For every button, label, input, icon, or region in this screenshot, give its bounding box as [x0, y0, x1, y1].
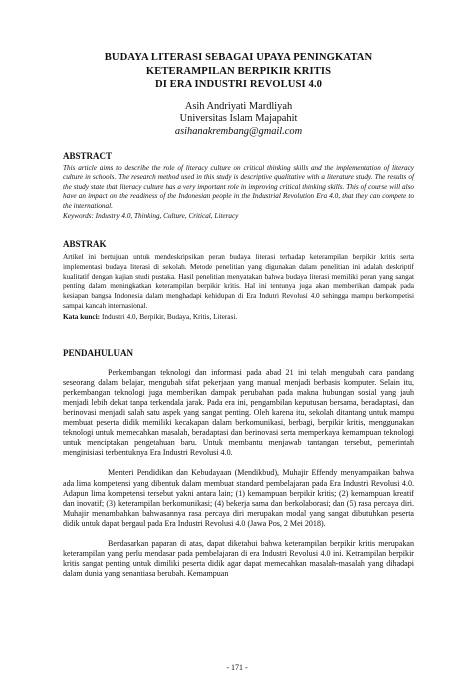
kata-kunci — [63, 312, 414, 322]
kata-kunci-label: Kata kunci: — [63, 312, 101, 322]
pendahuluan-heading: PENDAHULUAN — [63, 348, 134, 359]
title-line: KETERAMPILAN BERPIKIR KRITIS — [145, 65, 332, 77]
body-paragraph: Berdasarkan paparan di atas, dapat diketahui bahwa keterampilan berpikir kritis merupakan keterampilan yang perlu mendasar pada pembelajaran di era Industri Revolusi 4.0 ini. Ketrampilan berpikir kritis sangat penting untuk dimiliki peserta didik agar dapat memecahkan masalah-masalah yang dihadapi dalam dunia yang senantiasa berubah. Kemampuan — [63, 538, 414, 578]
abstract-text — [63, 164, 414, 222]
abstrak-text: Artikel ini bertujuan untuk mendeskripsikan peran budaya literasi terhadap keterampilan berpikir kritis serta implementasi budaya literasi di sekolah. Metode penelitian yang digunakan dalam penelitian ini adalah deskriptif kualitatif dengan kajian studi pustaka. Hasil penelitian menyatakan bahwa budaya literasi memiliki peran yang sangat penting dalam meningkatkan keterampilan berpikir kritis. Hal ini tentunya juga akan memberikan dampak pada kesiapan bangsa Indonesia dalam menghadapi kehidupan di Era Indutri Revolusi 4.0 sehingga mampu berkompetisi sampai kancah internasional. — [63, 252, 414, 310]
author-affiliation: Universitas Islam Majapahit — [179, 113, 298, 125]
body-paragraph: Perkembangan teknologi dan informasi pada abad 21 ini telah mengubah cara pandang seseorang dalam belajar, mengubah sifat pekerjaan yang manual menjadi berbasis komputer. Selain itu, perkembangan teknologi juga memberikan dampak perubahan pada makna hubungan sosial yang jauh menjadi lebih dekat tanpa terkendala jarak. Pada era ini, pengambilan keputusan bersama, beradaptasi, dan berinovasi menjadi salah satu aspek yang sangat penting. Oleh karena itu, sekolah ditantang untuk mampu membuat peserta didik memiliki kecakapan dalam berkomunikasi, berbagi, berpikir kritis, menggunakan teknologi untuk memecahkan masalah, beradaptasi dan berinovasi serta memperkaya kemampuan teknologi untuk menciptakan pengetahuan baru. Untuk membantu menjawab tantangan tersebut, pemerintah menginisiasi terbentuknya Era Industri Revolusi 4.0. — [63, 368, 414, 458]
title-line: BUDAYA LITERASI SEBAGAI UPAYA PENINGKATAN — [104, 52, 373, 63]
title-line: DI ERA INDUSTRI REVOLUSI 4.0 — [154, 79, 323, 91]
paper-page — [0, 51, 474, 683]
abstract-body: This article aims to describe the role of literacy culture on critical thinking skills and the implementation of literacy culture in schools. The research method used in this study is descriptive qualitative with a literature study. The results of the study state that literacy culture has a very important role in improving critical thinking skills. This of course will also have an impact on the readiness of the Indonesian people in the Industrial Revolution Era 4.0, that they can compete to the international. — [63, 163, 414, 210]
abstract-heading: ABSTRACT — [63, 150, 113, 161]
page-number: - 171 - — [226, 663, 248, 672]
author-email: asihanakrembang@gmail.com — [174, 125, 303, 137]
abstract-keywords: Keywords: Industry 4.0, Thinking, Culture, Critical, Literacy — [63, 211, 239, 220]
kata-kunci-text: Industri 4.0, Berpikir, Budaya, Kritis, Literasi. — [101, 312, 238, 322]
body-paragraph: Menteri Pendidikan dan Kebudayaan (Mendikbud), Muhajir Effendy menyampaikan bahwa ada lima kompetensi yang dibentuk dalam membuat standard pembelajaran pada Era Industri Revolusi 4.0. Adapun lima kompetensi tersebut yakni antara lain; (1) kemampuan berpikir kritis; (2) kemampuan kreatif dan inovatif; (3) keterampilan berkomunikasi; (4) bekerja sama dan berkolaborasi; dan (5) rasa percaya diri. Muhajir menambahkan bahwasannya rasa percaya diri merupakan modal yang sangat dibutuhkan peserta didik untuk dapat bergaul pada Era Industri Revolusi 4.0 (Jawa Pos, 2 Mei 2018). — [63, 468, 414, 528]
paper-title — [63, 51, 414, 92]
author-name: Asih Andriyati Mardliyah — [184, 100, 293, 112]
author-block — [63, 101, 414, 139]
abstrak-heading: ABSTRAK — [63, 239, 107, 250]
